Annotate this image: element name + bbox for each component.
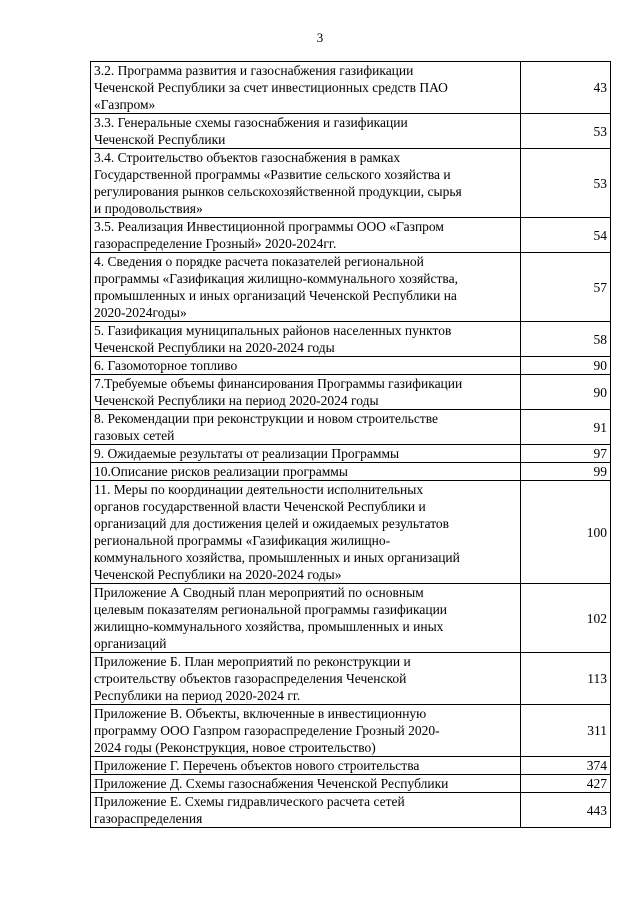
toc-entry-title [91, 410, 521, 445]
toc-row [91, 757, 611, 775]
toc-entry-title [91, 322, 521, 357]
toc-entry-page: 97 [521, 445, 611, 463]
toc-row [91, 445, 611, 463]
toc-entry-title-line: 2024 годы (Реконструкция, новое строительство) [94, 740, 376, 755]
toc-entry-title-line: органов государственной власти Чеченской Республики и [94, 499, 426, 514]
toc-entry-title-line: Приложение Е. Схемы гидравлического расчета сетей [94, 794, 405, 809]
toc-entry-page: 443 [521, 793, 611, 828]
toc-entry-title-line: организаций [94, 636, 167, 651]
toc-entry-title-line: «Газпром» [94, 97, 156, 112]
toc-row [91, 218, 611, 253]
toc-entry-title [91, 775, 521, 793]
toc-entry-page: 53 [521, 114, 611, 149]
toc-entry-title-line: и продовольствия» [94, 201, 203, 216]
toc-row [91, 62, 611, 114]
toc-entry-title-line: 3.4. Строительство объектов газоснабжения в рамках [94, 150, 401, 165]
toc-entry-title-line: Чеченской Республики на период 2020-2024 годы [94, 393, 379, 408]
toc-row [91, 149, 611, 218]
toc-row [91, 793, 611, 828]
toc-entry-page: 90 [521, 357, 611, 375]
toc-entry-title-line: жилищно-коммунального хозяйства, промышленных и иных [94, 619, 444, 634]
toc-entry-title-line: Чеченской Республики на 2020-2024 годы» [94, 567, 342, 582]
toc-entry-title-line: 2020-2024годы» [94, 305, 187, 320]
toc-entry-title [91, 218, 521, 253]
toc-entry-page: 374 [521, 757, 611, 775]
toc-entry-title-line: Приложение В. Объекты, включенные в инвестиционную [94, 706, 427, 721]
toc-row [91, 481, 611, 584]
toc-row [91, 253, 611, 322]
toc-entry-page: 58 [521, 322, 611, 357]
toc-entry-title-line: газовых сетей [94, 428, 175, 443]
toc-entry-title [91, 793, 521, 828]
toc-entry-title-line: 3.5. Реализация Инвестиционной программы ООО «Газпром [94, 219, 444, 234]
toc-entry-title [91, 253, 521, 322]
toc-body [91, 62, 611, 828]
toc-entry-title [91, 149, 521, 218]
toc-entry-page: 100 [521, 481, 611, 584]
toc-entry-title-line: 11. Меры по координации деятельности исполнительных [94, 482, 424, 497]
toc-entry-title-line: программы «Газификация жилищно-коммунального хозяйства, [94, 271, 458, 286]
toc-entry-page: 91 [521, 410, 611, 445]
toc-entry-title-line: 5. Газификация муниципальных районов населенных пунктов [94, 323, 452, 338]
toc-entry-title-line: Государственной программы «Развитие сельского хозяйства и [94, 167, 451, 182]
toc-entry-title-line: Республики на период 2020-2024 гг. [94, 688, 301, 703]
toc-entry-title-line: газораспределение Грозный» 2020-2024гг. [94, 236, 337, 251]
toc-entry-page: 311 [521, 705, 611, 757]
toc-entry-title [91, 375, 521, 410]
toc-entry-title [91, 463, 521, 481]
toc-entry-page: 102 [521, 584, 611, 653]
toc-entry-title-line: 3.2. Программа развития и газоснабжения газификации [94, 63, 414, 78]
toc-row [91, 463, 611, 481]
toc-entry-title [91, 653, 521, 705]
toc-entry-page: 57 [521, 253, 611, 322]
toc-entry-title [91, 357, 521, 375]
toc-entry-title [91, 757, 521, 775]
toc-entry-page: 43 [521, 62, 611, 114]
toc-entry-title [91, 62, 521, 114]
toc-entry-title-line: программу ООО Газпром газораспределение Грозный 2020- [94, 723, 440, 738]
toc-entry-title-line: Чеченской Республики за счет инвестиционных средств ПАО [94, 80, 448, 95]
toc-entry-title-line: Приложение Г. Перечень объектов нового строительства [94, 758, 420, 773]
toc-row [91, 705, 611, 757]
toc-entry-title [91, 481, 521, 584]
toc-entry-title-line: Чеченской Республики [94, 132, 226, 147]
toc-row [91, 775, 611, 793]
toc-row [91, 322, 611, 357]
toc-row [91, 410, 611, 445]
toc-entry-page: 427 [521, 775, 611, 793]
toc-entry-title [91, 705, 521, 757]
page-number: 3 [316, 30, 324, 45]
toc-entry-title-line: 10.Описание рисков реализации программы [94, 464, 348, 479]
toc-entry-page: 99 [521, 463, 611, 481]
toc-entry-title-line: региональной программы «Газификация жилищно- [94, 533, 391, 548]
toc-entry-title-line: регулирования рынков сельскохозяйственной продукции, сырья [94, 184, 462, 199]
toc-entry-title-line: 6. Газомоторное топливо [94, 358, 238, 373]
toc-entry-title-line: строительству объектов газораспределения Чеченской [94, 671, 407, 686]
toc-entry-title [91, 445, 521, 463]
toc-entry-page: 53 [521, 149, 611, 218]
toc-entry-title-line: целевым показателям региональной программы газификации [94, 602, 448, 617]
toc-entry-title-line: 3.3. Генеральные схемы газоснабжения и газификации [94, 115, 408, 130]
toc-entry-title-line: 4. Сведения о порядке расчета показателей региональной [94, 254, 424, 269]
toc-entry-title [91, 584, 521, 653]
toc-entry-title-line: 9. Ожидаемые результаты от реализации Программы [94, 446, 400, 461]
toc-entry-title [91, 114, 521, 149]
toc-row [91, 584, 611, 653]
table-of-contents [90, 61, 611, 828]
toc-entry-title-line: Чеченской Республики на 2020-2024 годы [94, 340, 335, 355]
toc-row [91, 357, 611, 375]
toc-entry-page: 90 [521, 375, 611, 410]
toc-row [91, 653, 611, 705]
toc-entry-title-line: Приложение А Сводный план мероприятий по основным [94, 585, 424, 600]
toc-row [91, 375, 611, 410]
toc-entry-title-line: 7.Требуемые объемы финансирования Программы газификации [94, 376, 463, 391]
toc-entry-title-line: промышленных и иных организаций Чеченской Республики на [94, 288, 457, 303]
toc-entry-title-line: газораспределения [94, 811, 203, 826]
toc-entry-title-line: организаций для достижения целей и ожидаемых результатов [94, 516, 450, 531]
toc-entry-title-line: коммунального хозяйства, промышленных и иных организаций [94, 550, 460, 565]
toc-entry-title-line: Приложение Д. Схемы газоснабжения Чеченской Республики [94, 776, 449, 791]
toc-entry-title-line: 8. Рекомендации при реконструкции и новом строительстве [94, 411, 439, 426]
toc-entry-page: 54 [521, 218, 611, 253]
toc-entry-page: 113 [521, 653, 611, 705]
toc-entry-title-line: Приложение Б. План мероприятий по реконструкции и [94, 654, 411, 669]
toc-row [91, 114, 611, 149]
